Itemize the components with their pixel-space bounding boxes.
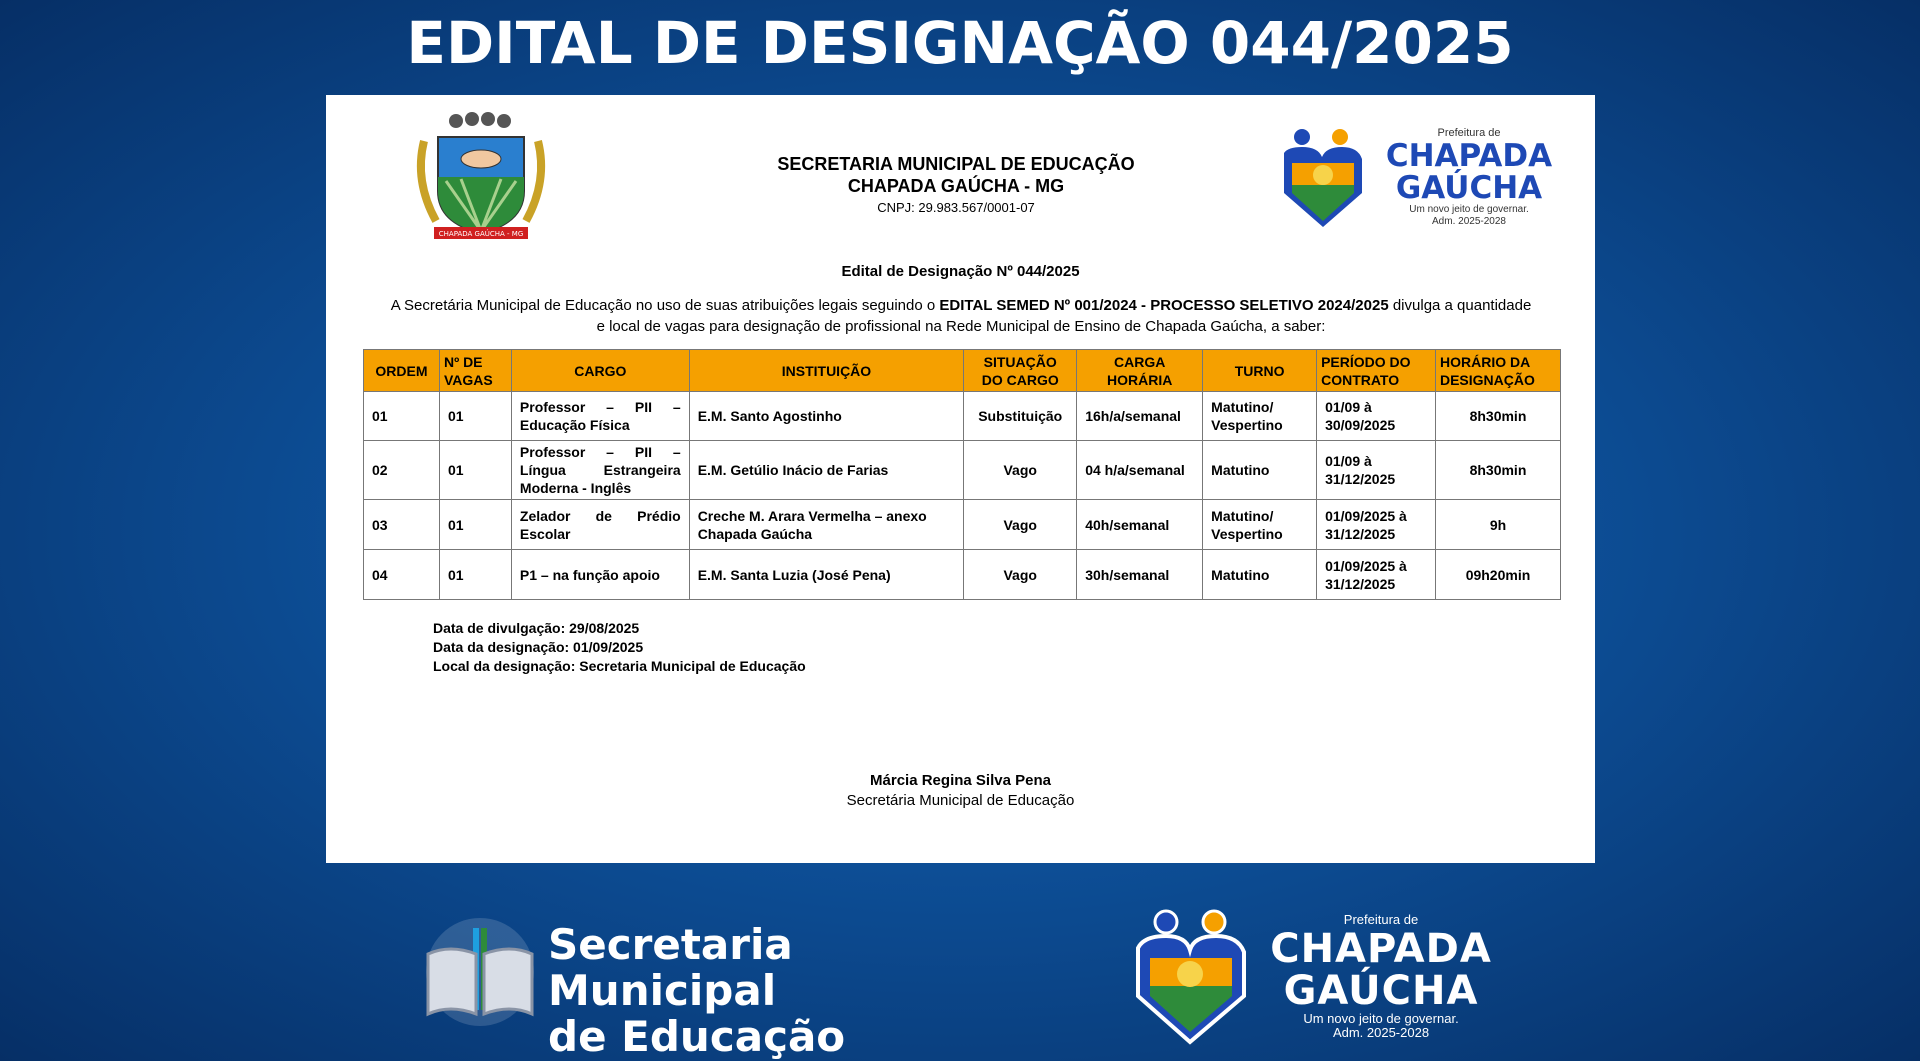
intro-bold: EDITAL SEMED Nº 001/2024 - PROCESSO SELETIVO 2024/2025 <box>939 297 1389 314</box>
signer-name: Márcia Regina Silva Pena <box>870 772 1051 789</box>
cell-cargo: Professor – PII – Língua Estrangeira Moderna - Inglês <box>511 441 689 500</box>
cell-situacao: Vago <box>964 441 1077 500</box>
edital-document <box>326 95 1595 863</box>
municipal-crest-icon <box>406 111 556 247</box>
top-logo-adm: Adm. 2025-2028 <box>1432 216 1506 227</box>
th-horario: HORÁRIO DA DESIGNAÇÃO <box>1435 350 1560 392</box>
document-header <box>656 153 1256 217</box>
cell-vagas: 01 <box>439 441 511 500</box>
cell-horario: 9h <box>1435 500 1560 550</box>
secretaria-logo <box>420 910 1000 1061</box>
bottom-pref-prefix: Prefeitura de <box>1343 912 1419 927</box>
th-ordem: ORDEM <box>364 350 440 392</box>
cell-ordem: 01 <box>364 392 440 441</box>
cell-instituicao: E.M. Santo Agostinho <box>689 392 964 441</box>
cell-periodo: 01/09/2025 à 31/12/2025 <box>1317 500 1436 550</box>
header-line2: CHAPADA GAÚCHA - MG <box>847 176 1065 196</box>
table-row <box>364 550 1561 600</box>
designation-info <box>433 619 806 676</box>
th-cargo: CARGO <box>511 350 689 392</box>
header-line1: SECRETARIA MUNICIPAL DE EDUCAÇÃO <box>777 154 1135 174</box>
cell-horario: 8h30min <box>1435 441 1560 500</box>
cell-ordem: 03 <box>364 500 440 550</box>
cell-ordem: 04 <box>364 550 440 600</box>
cell-periodo: 01/09 à 30/09/2025 <box>1317 392 1436 441</box>
cell-vagas: 01 <box>439 550 511 600</box>
divulgacao-date: Data de divulgação: 29/08/2025 <box>433 620 640 636</box>
signer-role: Secretária Municipal de Educação <box>846 792 1075 809</box>
cell-turno: Matutino/ Vespertino <box>1203 500 1317 550</box>
bottom-pref-name1: CHAPADA <box>1270 926 1492 972</box>
prefeitura-emblem-icon <box>1132 906 1252 1046</box>
cell-vagas: 01 <box>439 392 511 441</box>
cell-instituicao: E.M. Getúlio Inácio de Farias <box>689 441 964 500</box>
prefeitura-emblem-icon <box>1278 123 1368 233</box>
intro-part2: divulga a quantidade e local de vagas para designação de profissional na Rede Municipal de Ensino de Chapada Gaúcha, a saber: <box>596 297 1532 335</box>
designacao-local: Local da designação: Secretaria Municipal de Educação <box>433 658 806 674</box>
cell-carga: 40h/semanal <box>1077 500 1203 550</box>
signature-block <box>326 771 1595 811</box>
bottom-pref-name2: GAÚCHA <box>1283 968 1479 1014</box>
cell-periodo: 01/09/2025 à 31/12/2025 <box>1317 550 1436 600</box>
th-periodo: PERÍODO DO CONTRATO <box>1317 350 1436 392</box>
cell-cargo: P1 – na função apoio <box>511 550 689 600</box>
top-logo-prefix: Prefeitura de <box>1437 127 1501 139</box>
secretaria-line1: Secretaria Municipal <box>548 920 793 1015</box>
cell-vagas: 01 <box>439 500 511 550</box>
secretaria-line2: de Educação <box>548 1012 846 1061</box>
th-situacao: SITUAÇÃO DO CARGO <box>964 350 1077 392</box>
cell-ordem: 02 <box>364 441 440 500</box>
table-header-row <box>364 350 1561 392</box>
intro-paragraph <box>386 295 1536 337</box>
table-row <box>364 441 1561 500</box>
top-logo-name2: GAÚCHA <box>1395 170 1543 206</box>
cell-cargo: Zelador de Prédio Escolar <box>511 500 689 550</box>
cell-situacao: Vago <box>964 500 1077 550</box>
cell-carga: 16h/a/semanal <box>1077 392 1203 441</box>
cell-instituicao: Creche M. Arara Vermelha – anexo Chapada Gaúcha <box>689 500 964 550</box>
table-row <box>364 500 1561 550</box>
cell-situacao: Substituição <box>964 392 1077 441</box>
banner-title: EDITAL DE DESIGNAÇÃO 044/2025 <box>406 9 1514 77</box>
intro-part1: A Secretária Municipal de Educação no uso de suas atribuições legais seguindo o <box>390 297 940 314</box>
edital-title: Edital de Designação Nº 044/2025 <box>841 263 1080 280</box>
cell-horario: 8h30min <box>1435 392 1560 441</box>
cell-turno: Matutino <box>1203 441 1317 500</box>
table-row <box>364 392 1561 441</box>
th-instituicao: INSTITUIÇÃO <box>689 350 964 392</box>
cell-situacao: Vago <box>964 550 1077 600</box>
prefeitura-logo <box>1278 123 1568 233</box>
cell-cargo: Professor – PII – Educação Física <box>511 392 689 441</box>
book-icon <box>420 914 540 1030</box>
prefeitura-logo-bottom <box>1132 906 1512 1046</box>
vagas-table <box>363 349 1561 600</box>
cell-turno: Matutino/ Vespertino <box>1203 392 1317 441</box>
th-turno: TURNO <box>1203 350 1317 392</box>
th-vagas: Nº DE VAGAS <box>439 350 511 392</box>
th-carga: CARGA HORÁRIA <box>1077 350 1203 392</box>
cell-periodo: 01/09 à 31/12/2025 <box>1317 441 1436 500</box>
top-logo-tagline: Um novo jeito de governar. <box>1409 204 1529 215</box>
bottom-pref-tagline: Um novo jeito de governar. <box>1303 1011 1459 1026</box>
cell-carga: 04 h/a/semanal <box>1077 441 1203 500</box>
top-logo-name1: CHAPADA <box>1385 138 1553 174</box>
svg-text:CHAPADA GAÚCHA - MG: CHAPADA GAÚCHA - MG <box>438 230 524 238</box>
cell-horario: 09h20min <box>1435 550 1560 600</box>
cell-turno: Matutino <box>1203 550 1317 600</box>
cell-instituicao: E.M. Santa Luzia (José Pena) <box>689 550 964 600</box>
designacao-date: Data da designação: 01/09/2025 <box>433 639 644 655</box>
cell-carga: 30h/semanal <box>1077 550 1203 600</box>
bottom-pref-adm: Adm. 2025-2028 <box>1332 1025 1430 1040</box>
header-cnpj: CNPJ: 29.983.567/0001-07 <box>877 200 1035 215</box>
